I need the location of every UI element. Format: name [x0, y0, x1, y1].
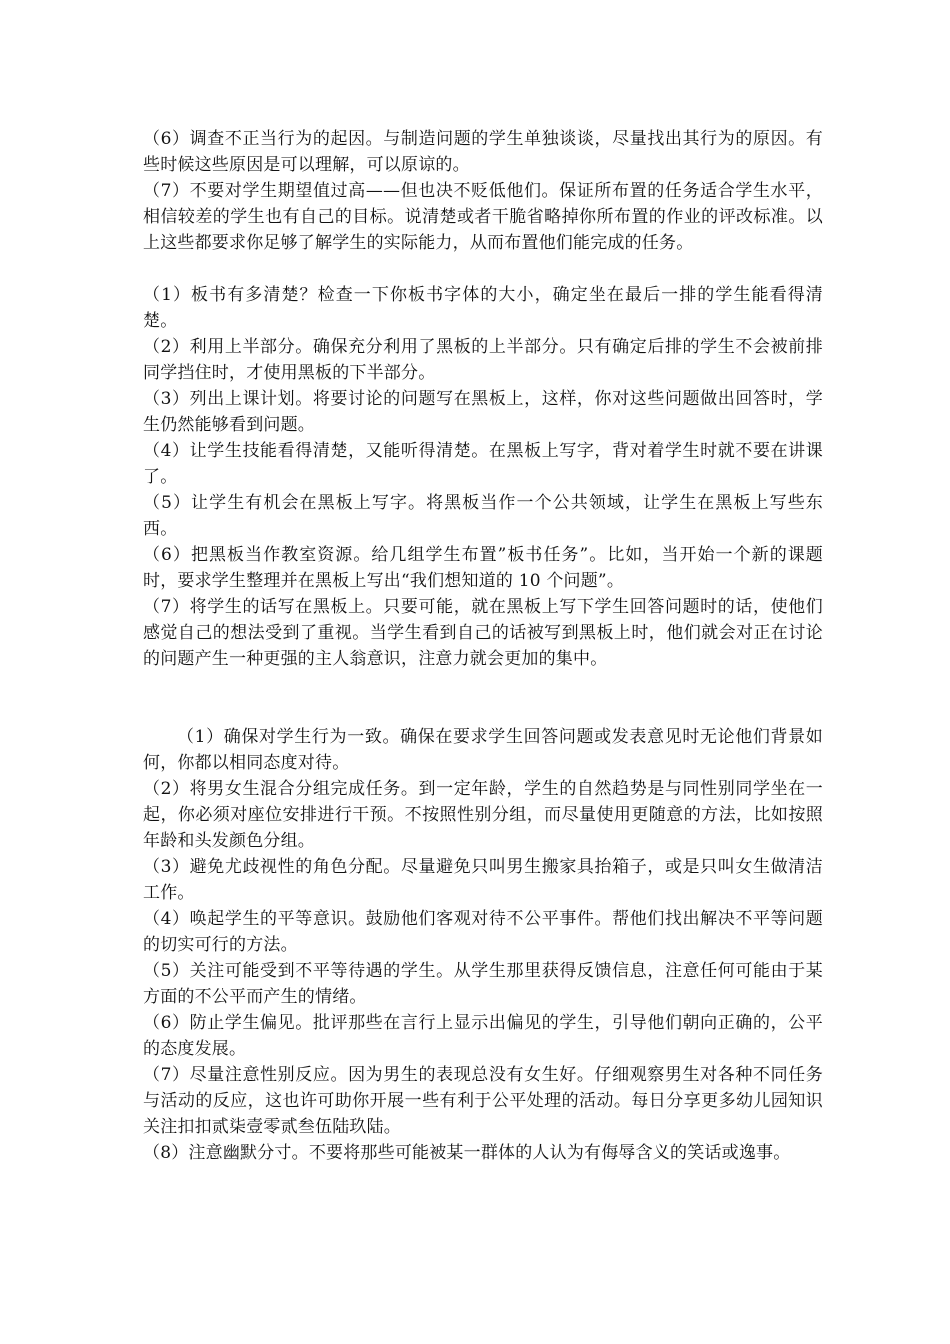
paragraph: （2）利用上半部分。确保充分利用了黑板的上半部分。只有确定后排的学生不会被前排同学挡住时，才使用黑板的下半部分。 [143, 337, 823, 383]
paragraph: （2）将男女生混合分组完成任务。到一定年龄，学生的自然趋势是与同性别同学坐在一起，你必须对座位安排进行干预。不按照性别分组，而尽量使用更随意的方法，比如按照年龄和头发颜色分组。 [143, 779, 823, 851]
paragraph: （7）不要对学生期望值过高——但也决不贬低他们。保证所布置的任务适合学生水平，相信较差的学生也有自己的目标。说清楚或者干脆省略掉你所布置的作业的评改标准。以上这些都要求你足够了解学生的实际能力，从而布置他们能完成的任务。 [143, 181, 823, 253]
paragraph: （4）唤起学生的平等意识。鼓励他们客观对待不公平事件。帮他们找出解决不平等问题的切实可行的方法。 [143, 909, 823, 955]
paragraph: （1）板书有多清楚？检查一下你板书字体的大小，确定坐在最后一排的学生能看得清楚。 [143, 285, 823, 331]
paragraph: （3）避免尤歧视性的角色分配。尽量避免只叫男生搬家具抬箱子，或是只叫女生做清洁工作。 [143, 857, 823, 903]
paragraph: （5）关注可能受到不平等待遇的学生。从学生那里获得反馈信息，注意任何可能由于某方面的不公平而产生的情绪。 [143, 961, 823, 1007]
section-classroom-behavior [143, 126, 823, 256]
paragraph: （1）确保对学生行为一致。确保在要求学生回答问题或发表意见时无论他们背景如何，你都以相同态度对待。 [143, 727, 823, 773]
paragraph: （5）让学生有机会在黑板上写字。将黑板当作一个公共领域，让学生在黑板上写些东西。 [143, 493, 823, 539]
paragraph: （7）尽量注意性别反应。因为男生的表现总没有女生好。仔细观察男生对各种不同任务与活动的反应，这也许可助你开展一些有利于公平处理的活动。每日分享更多幼儿园知识关注扣扣贰柒壹零贰叁伍陆玖陆。 [143, 1065, 823, 1137]
paragraph: （6）调查不正当行为的起因。与制造问题的学生单独谈谈，尽量找出其行为的原因。有些时候这些原因是可以理解，可以原谅的。 [143, 129, 823, 175]
paragraph: （6）防止学生偏见。批评那些在言行上显示出偏见的学生，引导他们朝向正确的，公平的态度发展。 [143, 1013, 823, 1059]
section-equality [143, 724, 823, 1166]
paragraph: （4）让学生技能看得清楚，又能听得清楚。在黑板上写字，背对着学生时就不要在讲课了。 [143, 441, 823, 487]
section-gap [143, 672, 823, 724]
document-page [143, 126, 823, 1166]
paragraph: （3）列出上课计划。将要讨论的问题写在黑板上，这样，你对这些问题做出回答时，学生仍然能够看到问题。 [143, 389, 823, 435]
section-gap [143, 256, 823, 282]
paragraph: （7）将学生的话写在黑板上。只要可能，就在黑板上写下学生回答问题时的话，使他们感觉自己的想法受到了重视。当学生看到自己的话被写到黑板上时，他们就会对正在讨论的问题产生一种更强的主人翁意识，注意力就会更加的集中。 [143, 597, 823, 669]
paragraph: （6）把黑板当作教室资源。给几组学生布置”板书任务”。比如，当开始一个新的课题时，要求学生整理并在黑板上写出“我们想知道的 10 个问题”。 [143, 545, 823, 591]
section-blackboard [143, 282, 823, 672]
paragraph: （8）注意幽默分寸。不要将那些可能被某一群体的人认为有侮辱含义的笑话或逸事。 [143, 1143, 791, 1163]
